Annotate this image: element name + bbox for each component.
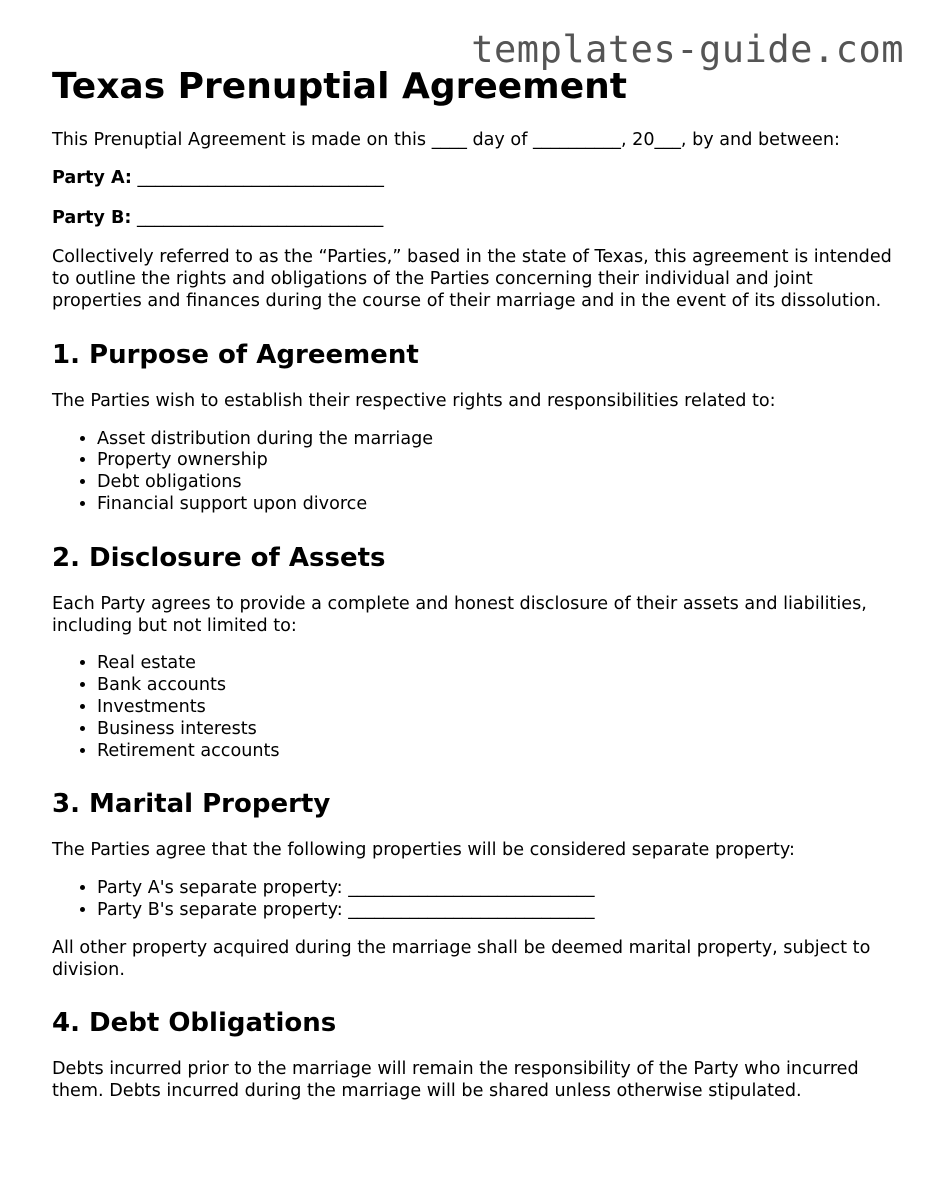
list-item: • Real estate [97,653,892,675]
list-item: • Debt obligations [97,472,892,494]
party-b-label: Party B: [52,207,132,228]
list-item: • Party A's separate property: ____________________________ [97,878,892,900]
document-page [52,64,892,1119]
party-b-line [52,208,892,230]
list-item: • Party B's separate property: ____________________________ [97,900,892,922]
list-item: • Asset distribution during the marriage [97,429,892,451]
page-title: Texas Prenuptial Agreement [52,66,627,107]
marital-property-list [52,878,892,922]
disclosure-list [52,653,892,762]
intro-paragraph: This Prenuptial Agreement is made on this ____ day of __________, 20___, by and between: [52,130,840,150]
section-text-purpose: The Parties wish to establish their respective rights and responsibilities related to: [52,390,776,411]
purpose-list [52,429,892,516]
party-a-blank: ____________________________ [131,167,384,188]
list-item: • Retirement accounts [97,741,892,763]
party-a-line [52,168,892,190]
marital-property-note: All other property acquired during the marriage shall be deemed marital property, subject to division. [52,937,871,980]
list-item: • Business interests [97,719,892,741]
collective-paragraph: Collectively referred to as the “Parties,” based in the state of Texas, this agreement is intended to outline the rights and obligations of the Parties concerning their individual and joint properties and finances during the course of their marriage and in the event of its dissolution. [52,247,892,311]
watermark: templates-guide.com [471,28,904,71]
list-item: • Financial support upon divorce [97,494,892,516]
section-heading-disclosure: 2. Disclosure of Assets [52,542,386,573]
section-text-debt-obligations: Debts incurred prior to the marriage will remain the responsibility of the Party who incurred them. Debts incurred during the marriage will be shared unless otherwise stipulated. [52,1059,859,1102]
section-text-marital-property: The Parties agree that the following properties will be considered separate property: [52,840,795,861]
section-heading-debt-obligations: 4. Debt Obligations [52,1008,337,1039]
section-heading-marital-property: 3. Marital Property [52,789,331,820]
list-item: • Investments [97,697,892,719]
party-b-blank: ____________________________ [131,207,384,228]
list-item: • Property ownership [97,450,892,472]
section-text-disclosure: Each Party agrees to provide a complete and honest disclosure of their assets and liabilities, including but not limited to: [52,593,867,636]
list-item: • Bank accounts [97,675,892,697]
section-heading-purpose: 1. Purpose of Agreement [52,339,419,370]
party-a-label: Party A: [52,167,132,188]
